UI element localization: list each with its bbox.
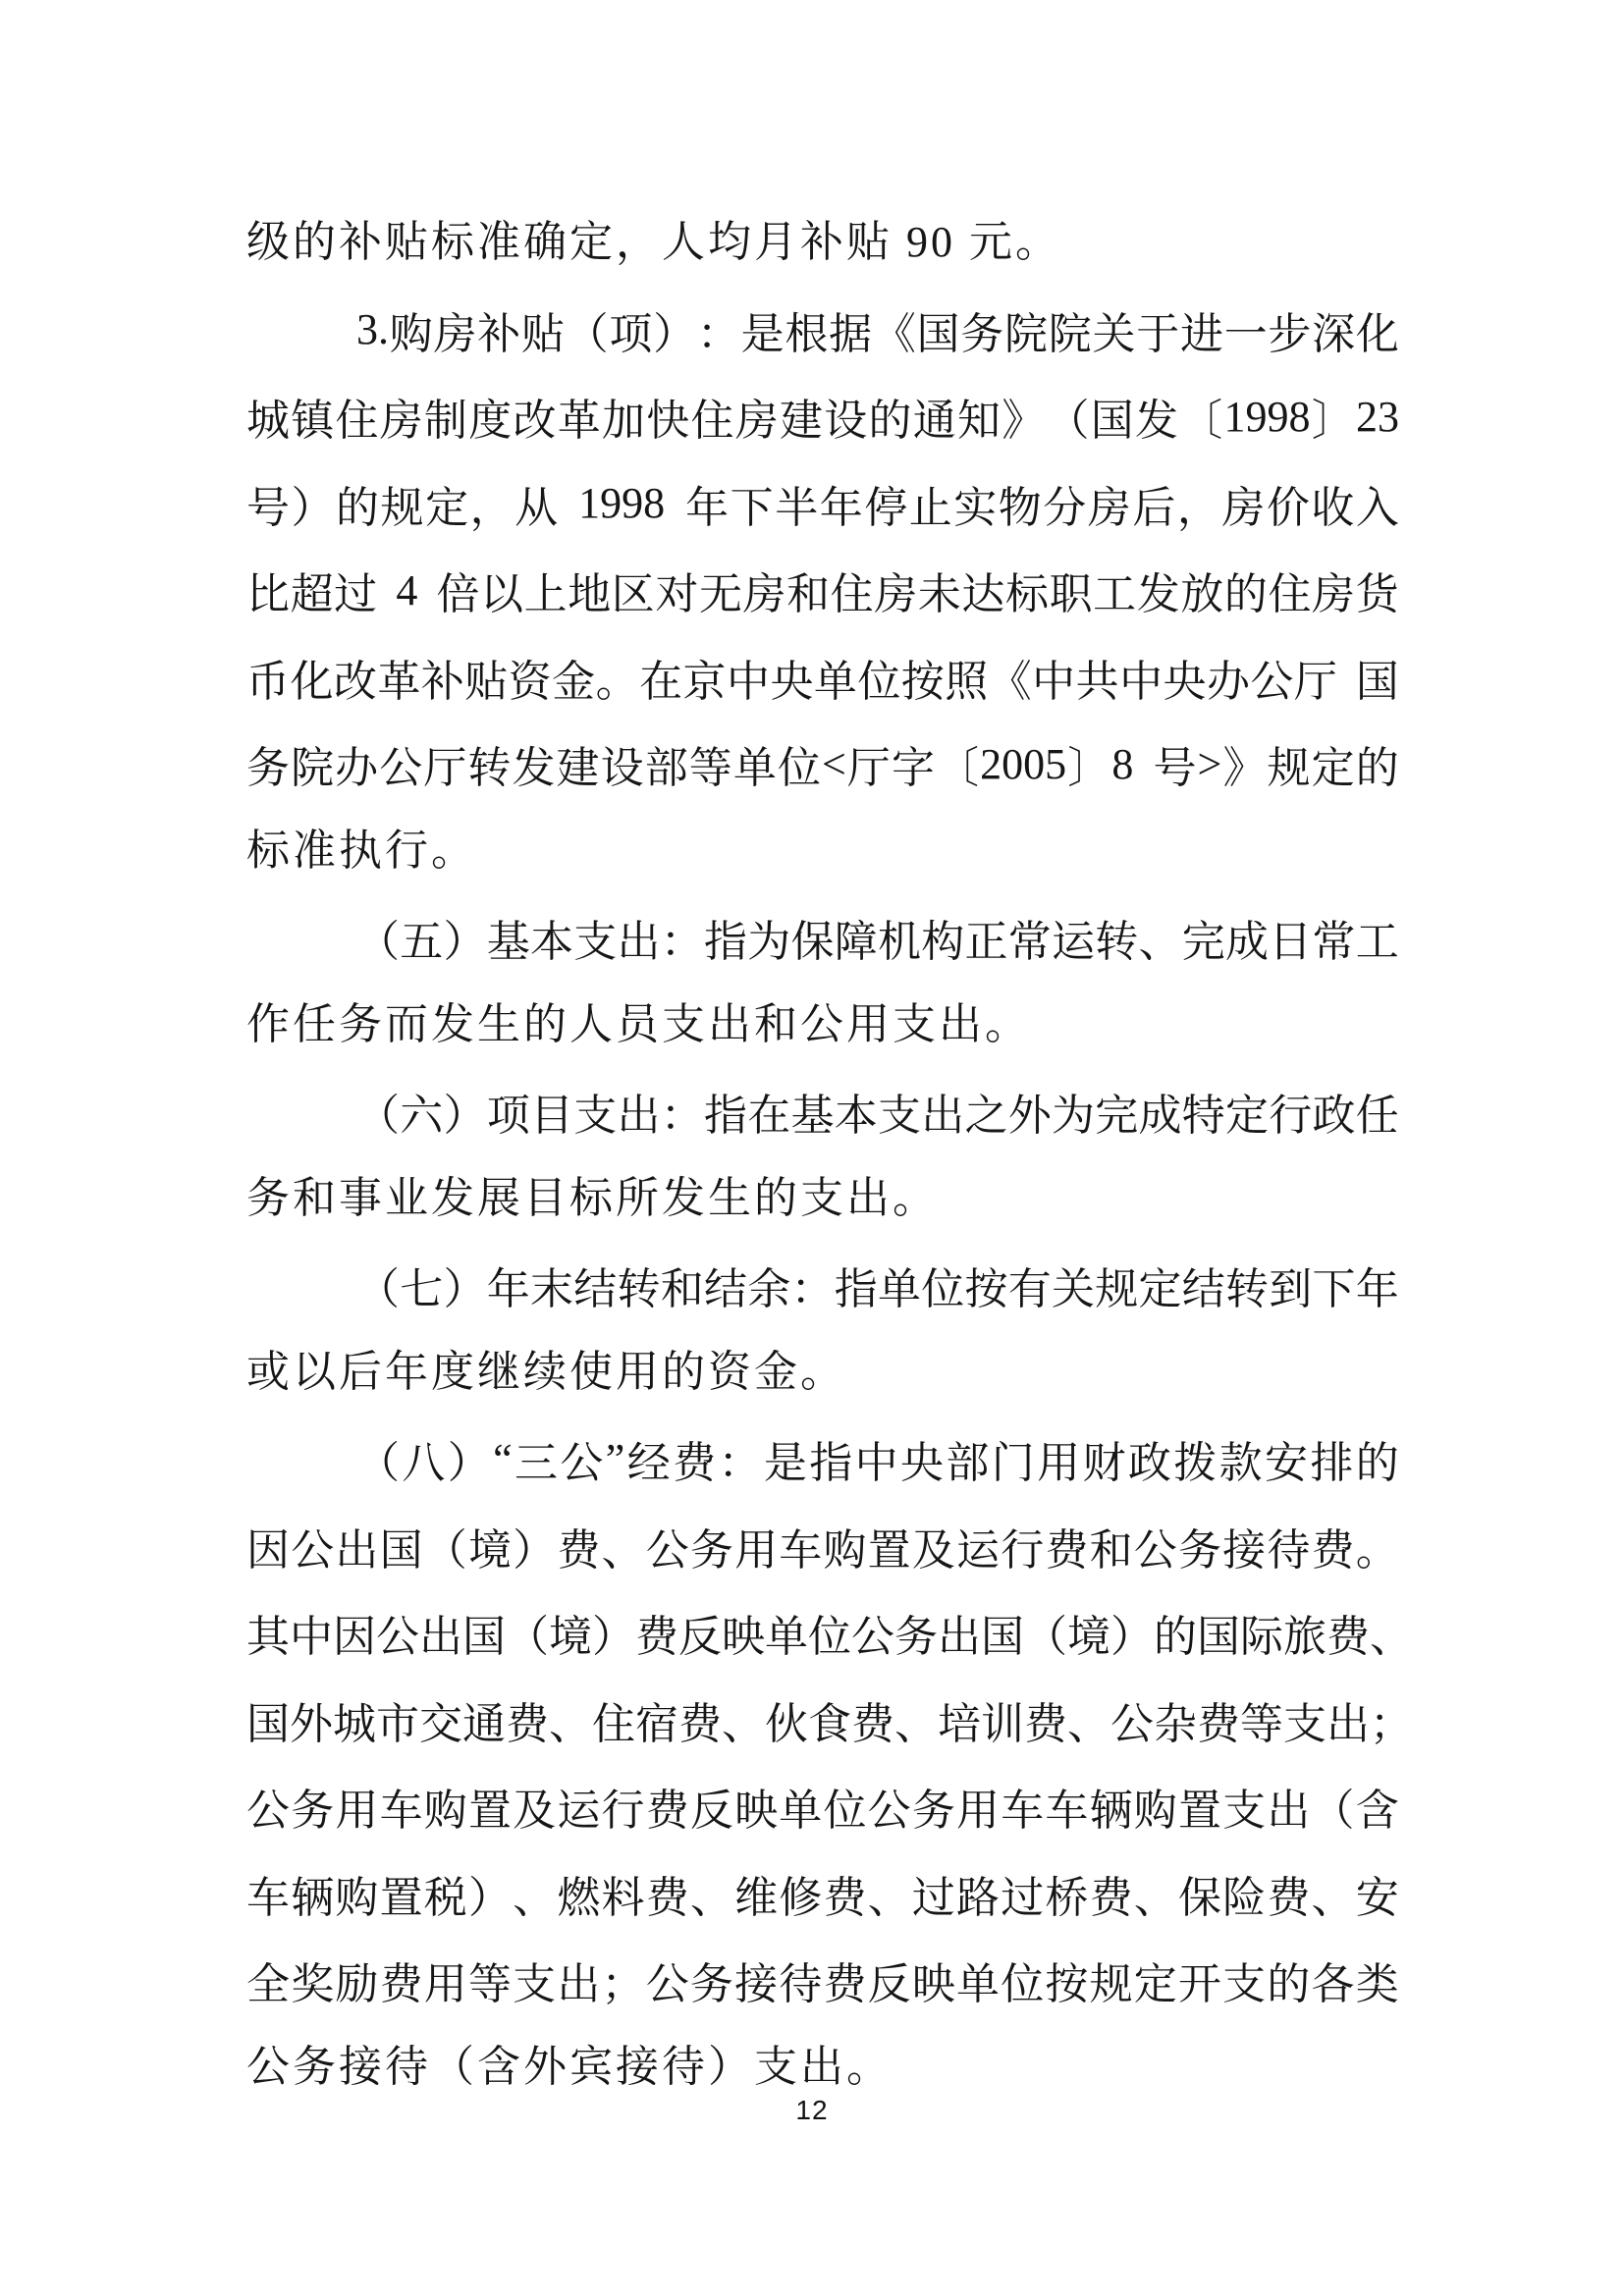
text-line: 级的补贴标准确定，人均月补贴 90 元。 — [246, 218, 1061, 266]
text-line: 全 奖 励 费 用 等 支 出 ； 公 务 接 待 费 反 映 单 位 按 规 定 开 支 的 各 类 — [246, 1960, 1399, 2009]
text-line: （ 八 ） “ 三 公 ” 经 费 ： 是 指 中 央 部 门 用 财 政 拨 款 安 排 的 — [356, 1434, 1399, 1488]
text-line: 城 镇 住 房 制 度 改 革 加 快 住 房 建 设 的 通 知 》 （ 国 发 〔 1998 〕 23 — [246, 392, 1399, 446]
text-line: 车 辆 购 置 税 ） 、 燃 料 费 、 维 修 费 、 过 路 过 桥 费 、 保 险 费 、 安 — [246, 1873, 1399, 1922]
text-line: 因 公 出 国 （ 境 ） 费 、 公 务 用 车 购 置 及 运 行 费 和 公 务 接 待 费 。 — [246, 1525, 1399, 1575]
page-number: 12 — [795, 2095, 829, 2125]
text-line: 比 超 过 4 倍 以 上 地 区 对 无 房 和 住 房 未 达 标 职 工 发 放 的 住 房 货 — [246, 565, 1399, 619]
text-line: 币 化 改 革 补 贴 资 金 。 在 京 中 央 单 位 按 照 《 中 共 中 央 办 公 厅 国 — [246, 657, 1399, 706]
text-line: 标准执行。 — [246, 826, 477, 875]
text-line: 3. 购 房 补 贴 （ 项 ） ： 是 根 据 《 国 务 院 院 关 于 进 一 步 深 化 — [356, 305, 1399, 358]
text-line: （ 七 ） 年 末 结 转 和 结 余 ： 指 单 位 按 有 关 规 定 结 转 到 下 年 — [356, 1265, 1399, 1314]
text-line: 其 中 因 公 出 国 （ 境 ） 费 反 映 单 位 公 务 出 国 （ 境 ） 的 国 际 旅 费 、 — [246, 1613, 1413, 1662]
text-line: 务和事业发展目标所发生的支出。 — [246, 1173, 939, 1222]
text-line: 作任务而发生的人员支出和公用支出。 — [246, 999, 1031, 1048]
text-line: 号 ） 的 规 定 ， 从 1998 年 下 半 年 停 止 实 物 分 房 后 ， 房 价 收 入 — [246, 479, 1399, 532]
text-line: 公务接待（含外宾接待）支出。 — [246, 2042, 893, 2091]
text-line: （ 五 ） 基 本 支 出 ： 指 为 保 障 机 构 正 常 运 转 、 完 成 日 常 工 — [356, 918, 1399, 967]
text-line: （ 六 ） 项 目 支 出 ： 指 在 基 本 支 出 之 外 为 完 成 特 定 行 政 任 — [356, 1092, 1399, 1141]
text-line: 公 务 用 车 购 置 及 运 行 费 反 映 单 位 公 务 用 车 车 辆 购 置 支 出 （ 含 — [246, 1787, 1399, 1836]
text-line: 国 外 城 市 交 通 费 、 住 宿 费 、 伙 食 费 、 培 训 费 、 公 杂 费 等 支 出 ； — [246, 1699, 1413, 1748]
text-line: 或以后年度继续使用的资金。 — [246, 1347, 846, 1396]
text-line: 务 院 办 公 厅 转 发 建 设 部 等 单 位 < 厅 字 〔 2005 〕 8 号 > 》 规 定 的 — [246, 739, 1399, 793]
text-block — [246, 199, 1413, 2110]
